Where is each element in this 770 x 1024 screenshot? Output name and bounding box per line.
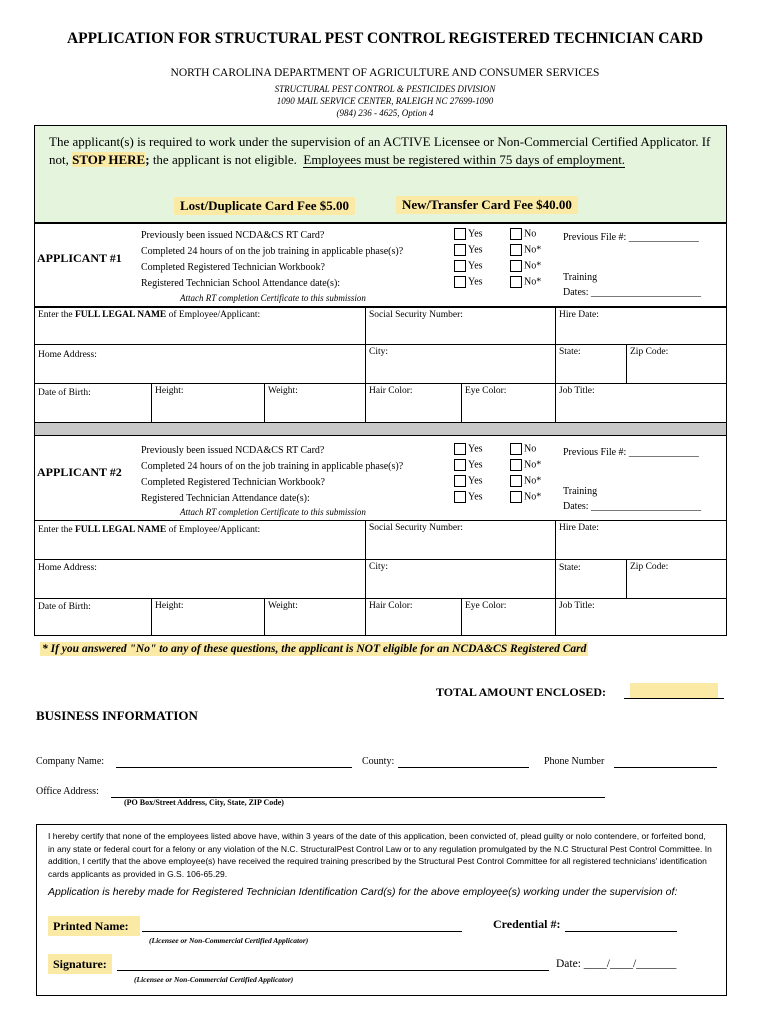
signature-hint: (Licensee or Non-Commercial Certified Applicator) [134,975,294,984]
applicant-1-q4: Registered Technician School Attendance date(s): [141,278,341,289]
eligibility-warning: * If you answered "No" to any of these questions, the applicant is NOT eligible for an NCDA&CS Registered Card [42,643,587,655]
company-name-label: Company Name: [36,756,105,767]
county-input[interactable] [398,767,529,768]
phone-label: Phone Number [544,756,605,767]
applicant-2-hire-date-field[interactable]: Hire Date: [555,520,727,560]
applicant-1-q3-yes-checkbox[interactable] [454,260,466,272]
applicant-1-q3: Completed Registered Technician Workbook? [141,262,325,273]
applicant-1-q1: Previously been issued NCDA&CS RT Card? [141,230,325,241]
business-info-heading: BUSINESS INFORMATION [36,708,198,723]
applicant-1-training-dates[interactable]: Dates: ______________________ [563,287,702,298]
applicant-2-q1: Previously been issued NCDA&CS RT Card? [141,445,325,456]
applicant-2-state-field[interactable]: State: [555,559,627,599]
form-title: APPLICATION FOR STRUCTURAL PEST CONTROL REGISTERED TECHNICIAN CARD [66,30,704,47]
applicant-1-home-address-field[interactable]: Home Address: [34,344,366,384]
applicant-1-zip-field[interactable]: Zip Code: [626,344,727,384]
applicant-2-q4: Registered Technician Attendance date(s): [141,493,310,504]
applicant-1-q2: Completed 24 hours of on the job training in applicable phase(s)? [141,246,404,257]
applicant-1-q1-no-checkbox[interactable] [510,228,522,240]
applicant-2-hair-field[interactable]: Hair Color: [365,598,462,636]
applicant-2-city-field[interactable]: City: [365,559,556,599]
department-name: NORTH CAROLINA DEPARTMENT OF AGRICULTURE AND CONSUMER SERVICES [170,67,600,79]
credential-label: Credential #: [493,917,561,931]
applicant-1-q4-no-checkbox[interactable] [510,276,522,288]
phone-input[interactable] [614,767,717,768]
applicant-2-attach-note: Attach RT completion Certificate to this submission [180,507,366,517]
office-address-hint: (PO Box/Street Address, City, State, ZIP Code) [124,798,284,807]
stop-here: STOP HERE [72,151,146,167]
applicant-2-q4-yes-checkbox[interactable] [454,491,466,503]
applicant-1-label: APPLICANT #1 [37,251,122,265]
applicant-1-eye-field[interactable]: Eye Color: [461,383,556,423]
applicant-2-q3-no-checkbox[interactable] [510,475,522,487]
applicant-2-dob-field[interactable]: Date of Birth: [34,598,152,636]
total-amount-label: TOTAL AMOUNT ENCLOSED: [436,685,607,699]
printed-name-input[interactable] [142,931,462,932]
applicant-2-ssn-field[interactable]: Social Security Number: [365,520,556,560]
printed-name-label: Printed Name: [53,919,129,933]
company-name-input[interactable] [116,767,352,768]
certification-text: I hereby certify that none of the employees listed above have, within 3 years of the date of this application, been convicted of, plead guilty or nolo contendere, or forfeited bond, in any state or federal court for a felony or any violation of the N.C. StructuralPest Control Law or to any regulation promulgated by the N.C Structural Pest Control Committee. In addition, I certify that the above employee(s) have received the required training prescribed by the Structural Pest Control Committee for all registered technicians' identification cards applicants as provided in G.S. 106-65.29. [48,831,712,879]
applicant-2-q2-no-checkbox[interactable] [510,459,522,471]
credential-input[interactable] [565,931,677,932]
applicant-1-job-title-field[interactable]: Job Title: [555,383,727,423]
applicant-2-weight-field[interactable]: Weight: [264,598,366,636]
fee-lost-duplicate: Lost/Duplicate Card Fee $5.00 [174,197,355,215]
applicant-1-q2-yes-checkbox[interactable] [454,244,466,256]
applicant-2-job-title-field[interactable]: Job Title: [555,598,727,636]
applicant-1-attach-note: Attach RT completion Certificate to this submission [180,293,366,303]
total-amount-highlight [630,683,718,699]
office-address-label: Office Address: [36,786,99,797]
signature-date-field[interactable]: Date: ____/____/_______ [556,958,677,970]
applicant-2-q3: Completed Registered Technician Workbook? [141,477,325,488]
printed-name-hint: (Licensee or Non-Commercial Certified Applicator) [149,936,309,945]
applicant-2-q1-no-checkbox[interactable] [510,443,522,455]
applicant-1-q3-no-checkbox[interactable] [510,260,522,272]
applicant-1-name-field[interactable]: Enter the FULL LEGAL NAME of Employee/Applicant: [34,307,366,345]
applicant-1-q4-yes-checkbox[interactable] [454,276,466,288]
applicant-2-q2: Completed 24 hours of on the job training in applicable phase(s)? [141,461,404,472]
applicant-2-q4-no-checkbox[interactable] [510,491,522,503]
county-label: County: [362,756,395,767]
division-name: STRUCTURAL PEST CONTROL & PESTICIDES DIVISION [274,84,496,94]
applicant-2-q3-yes-checkbox[interactable] [454,475,466,487]
applicant-1-q1-yes-checkbox[interactable] [454,228,466,240]
application-statement: Application is hereby made for Registered Technician Identification Card(s) for the above employee(s) working under the supervision of: [48,886,678,898]
applicant-1-q2-no-checkbox[interactable] [510,244,522,256]
signature-label: Signature: [53,957,107,971]
applicant-1-height-field[interactable]: Height: [151,383,265,423]
applicant-2-height-field[interactable]: Height: [151,598,265,636]
phone-number: (984) 236 - 4625, Option 4 [336,108,434,118]
applicant-2-home-address-field[interactable]: Home Address: [34,559,366,599]
applicant-2-q2-yes-checkbox[interactable] [454,459,466,471]
applicant-1-hire-date-field[interactable]: Hire Date: [555,307,727,345]
notice-text: The applicant(s) is required to work under the supervision of an ACTIVE Licensee or Non-Commercial Certified Applicator. If not, STOP HERE; the applicant is not eligible. Employees must be registered within 75 days of employment. [49,134,711,167]
applicant-2-label: APPLICANT #2 [37,465,122,479]
applicant-2-training-label: Training [563,486,598,497]
total-amount-field[interactable] [624,698,724,699]
applicant-2-zip-field[interactable]: Zip Code: [626,559,727,599]
applicant-2-training-dates[interactable]: Dates: ______________________ [563,501,702,512]
registration-deadline: Employees must be registered within 75 days of employment. [303,151,626,167]
applicant-2-name-field[interactable]: Enter the FULL LEGAL NAME of Employee/Applicant: [34,520,366,560]
section-divider [34,422,727,436]
applicant-1-dob-field[interactable]: Date of Birth: [34,383,152,423]
applicant-1-weight-field[interactable]: Weight: [264,383,366,423]
mailing-address: 1090 MAIL SERVICE CENTER, RALEIGH NC 27699-1090 [276,96,494,106]
applicant-1-ssn-field[interactable]: Social Security Number: [365,307,556,345]
applicant-1-hair-field[interactable]: Hair Color: [365,383,462,423]
signature-input[interactable] [117,970,549,971]
applicant-2-eye-field[interactable]: Eye Color: [461,598,556,636]
applicant-1-training-label: Training [563,272,598,283]
applicant-1-city-field[interactable]: City: [365,344,556,384]
fee-new-transfer: New/Transfer Card Fee $40.00 [396,196,578,214]
applicant-1-state-field[interactable]: State: [555,344,627,384]
applicant-2-q1-yes-checkbox[interactable] [454,443,466,455]
applicant-1-previous-file[interactable]: Previous File #: ______________ [563,232,699,243]
applicant-2-previous-file[interactable]: Previous File #: ______________ [563,447,699,458]
